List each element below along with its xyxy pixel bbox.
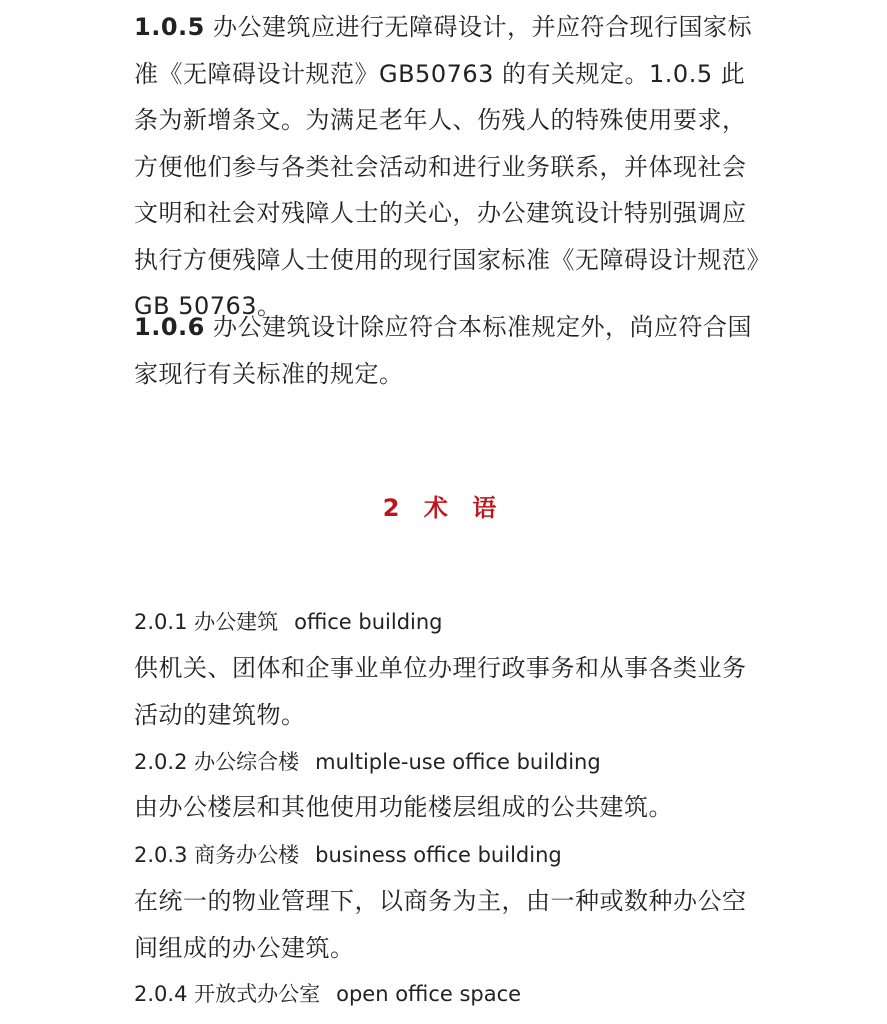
clause-1-0-5	[134, 4, 764, 330]
clause-number: 1.0.5	[134, 13, 205, 41]
term-english: office building	[294, 610, 443, 634]
term-english: business office building	[315, 843, 562, 867]
clause-text: 办公建筑应进行无障碍设计，并应符合现行国家标准《无障碍设计规范》GB50763 的有关规定。1.0.5 此条为新增条文。为满足老年人、伤残人的特殊使用要求，方便他们参与各类社会活动和进行业务联系，并体现社会文明和社会对残障人士的关心，办公建筑设计特别强调应执行方便残障人士使用的现行国家标准《无障碍设计规范》GB 50763。	[134, 13, 759, 320]
term-number-cn: 2.0.1 办公建筑	[134, 610, 279, 634]
term-english: multiple-use office building	[315, 750, 601, 774]
term-number-cn: 2.0.2 办公综合楼	[134, 750, 300, 774]
term-definition: 供机关、团体和企事业单位办理行政事务和从事各类业务活动的建筑物。	[134, 654, 747, 729]
term-heading	[134, 747, 601, 777]
term-definition: 在统一的物业管理下，以商务为主，由一种或数种办公空间组成的办公建筑。	[134, 887, 747, 962]
clause-text: 办公建筑设计除应符合本标准规定外，尚应符合国家现行有关标准的规定。	[134, 313, 752, 388]
term-heading	[134, 979, 521, 1009]
clause-number: 1.0.6	[134, 313, 205, 341]
term-english: open office space	[336, 982, 522, 1006]
term-number-cn: 2.0.3 商务办公楼	[134, 843, 300, 867]
term-definition: 由办公楼层和其他使用功能楼层组成的公共建筑。	[134, 793, 673, 821]
term-number-cn: 2.0.4 开放式办公室	[134, 982, 321, 1006]
term-heading	[134, 607, 443, 637]
chapter-title: 2 术 语	[382, 494, 505, 522]
term-heading	[134, 840, 562, 870]
clause-1-0-6	[134, 304, 764, 397]
